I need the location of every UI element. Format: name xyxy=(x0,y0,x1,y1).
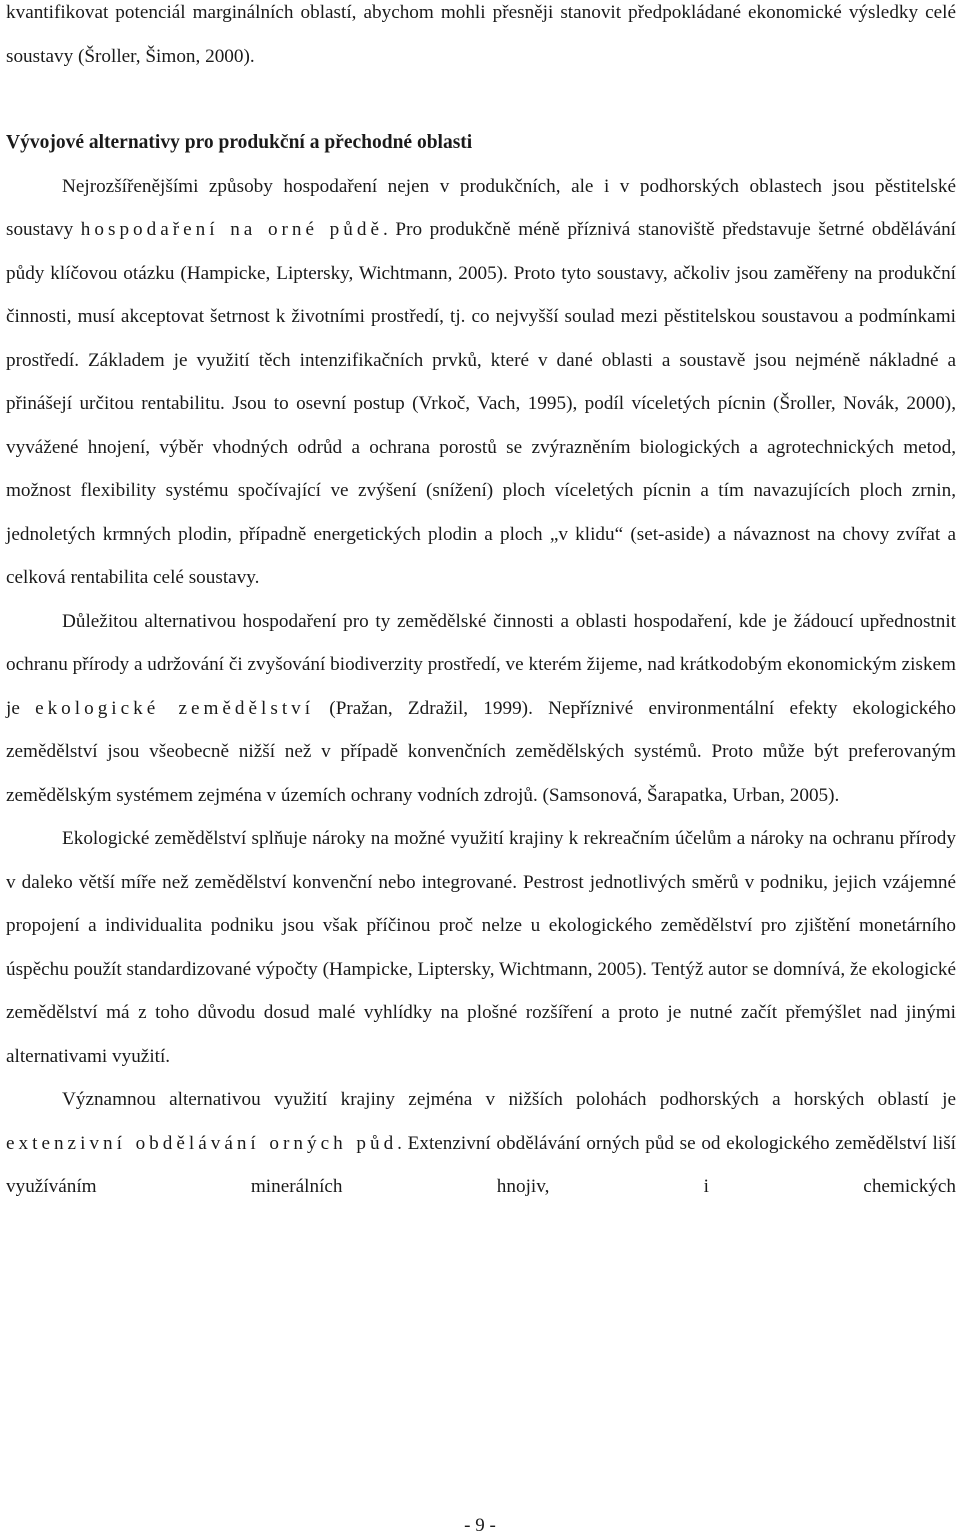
paragraph-organic-farming-intro: Důležitou alternativou hospodaření pro ty zemědělské činnosti a oblasti hospodaření, kde je žádoucí upřednostnit ochranu přírody a udržování či zvyšování biodiverzity prostředí, ve kterém žijeme, nad krátkodobým ekonomickým ziskem je xyxy=(6,610,956,719)
page-number: - 9 - xyxy=(464,1515,496,1536)
paragraph-extensive-farming-rest: . Extenzivní obdělávání orných půd se od ekologického zemědělství liší využíváním minerálních hnojiv, i chemických xyxy=(6,1132,956,1197)
paragraph-organic-landscape: Ekologické zemědělství splňuje nároky na možné využití krajiny k rekreačním účelům a nároky na ochranu přírody v daleko větší míře než zemědělství konvenční nebo integrované. Pestrost jednotlivých směrů v podniku, jejich vzájemné propojení a individualita podniku jsou však příčinou proč nelze u ekologického zemědělství pro zjištění monetárního úspěchu použít standardizované výpočty (Hampicke, Liptersky, Wichtmann, 2005). Tentýž autor se domnívá, že ekologické zemědělství má z toho důvodu dosud malé vyhlídky na plošné rozšíření a proto je nutné začít přemýšlet nad jinými alternativami využití. xyxy=(6,828,956,1067)
paragraph-farming-systems-intro: Nejrozšířenějšími způsoby hospodaření nejen v produkčních, ale i v podhorských oblastech jsou pěstitelské soustavy xyxy=(6,175,956,240)
emphasis-arable-farming: hospodaření na orné půdě xyxy=(80,219,383,240)
document-page xyxy=(6,0,956,1209)
paragraph-organic-farming xyxy=(6,600,956,818)
paragraph-extensive-farming xyxy=(6,1078,956,1209)
section-heading: Vývojové alternativy pro produkční a přechodné oblasti xyxy=(6,132,473,153)
paragraph-organic-farming-rest: (Pražan, Zdražil, 1999). Nepříznivé environmentální efekty ekologického zemědělství jsou všeobecně nižší než v případě konvenčních zemědělských systémů. Proto může být preferovaným zemědělským systémem zejména v územích ochrany vodních zdrojů. (Samsonová, Šarapatka, Urban, 2005). xyxy=(6,697,956,806)
continuation-paragraph: kvantifikovat potenciál marginálních oblastí, abychom mohli přesněji stanovit předpokládané ekonomické výsledky celé soustavy (Šroller, Šimon, 2000). xyxy=(6,2,956,67)
paragraph-extensive-farming-intro: Významnou alternativou využití krajiny zejména v nižších polohách podhorských a horských oblastí je xyxy=(62,1089,956,1110)
emphasis-organic-farming: ekologické zemědělství xyxy=(35,697,315,719)
paragraph-farming-systems xyxy=(6,165,956,600)
paragraph-farming-systems-rest: . Pro produkčně méně příznivá stanoviště představuje šetrné obdělávání půdy klíčovou otázku (Hampicke, Liptersky, Wichtmann, 2005). Proto tyto soustavy, ačkoliv jsou zaměřeny na produkční činnosti, musí akceptovat šetrnost k životními prostředí, tj. co nejvyšší soulad mezi pěstitelskou soustavou a podmínkami prostředí. Základem je využití těch intenzifikačních prvků, které v dané oblasti a soustavě jsou nejméně nákladné a přinášejí určitou rentabilitu. Jsou to osevní postup (Vrkoč, Vach, 1995), podíl víceletých pícnin (Šroller, Novák, 2000), vyvážené hnojení, výběr vhodných odrůd a ochrana porostů se zvýrazněním biologických a agrotechnických metod, možnost flexibility systému spočívající ve zvýšení (snížení) ploch víceletých pícnin a tím navazujících ploch zrnin, jednoletých krmných plodin, případně energetických plodin a ploch „v klidu“ (set-aside) a návaznost na chovy zvířat a celková rentabilita celé soustavy. xyxy=(6,219,957,588)
emphasis-extensive-farming: extenzivní obdělávání orných půd xyxy=(6,1132,398,1154)
